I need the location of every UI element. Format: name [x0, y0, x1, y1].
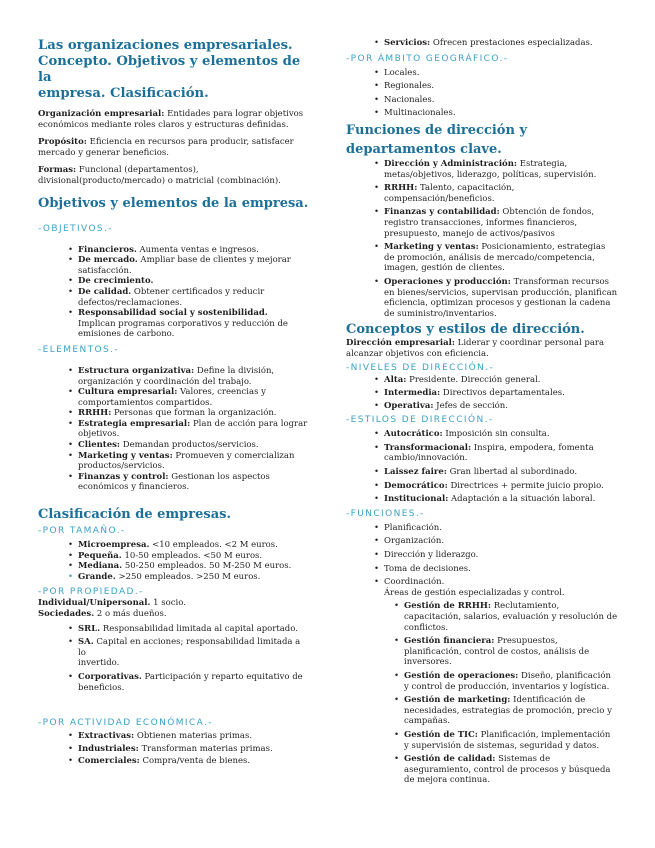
tamano-list: [78, 540, 310, 582]
list-item: • Cultura empresarial: Valores, creencias y comportamientos compartidos.: [78, 387, 310, 408]
funciones-heading-line-1: Funciones de dirección y: [346, 122, 528, 138]
list-item: • Regionales.: [384, 81, 618, 92]
org-def: Organización empresarial: Entidades para lograr objetivos económicos mediante roles claros y estructuras definidas.: [38, 109, 304, 130]
list-item: • Alta: Presidente. Dirección general.: [384, 375, 618, 386]
list-item: • Intermedia: Directivos departamentales.: [384, 388, 618, 399]
list-item: • Extractivas: Obtienen materias primas.: [78, 731, 310, 742]
funciones2-list: [384, 523, 618, 786]
list-item: • Nacionales.: [384, 95, 618, 106]
list-item: • Gestión de TIC: Planificación, implementación y supervisión de sistemas, seguridad y datos.: [404, 730, 618, 751]
list-item: • Gestión financiera: Presupuestos, planificación, control de costos, análisis de inversores.: [404, 636, 618, 668]
servicios-list: [384, 38, 618, 49]
conceptos-heading: Conceptos y estilos de dirección.: [346, 322, 585, 338]
formas: Formas: Funcional (departamentos), divisional(producto/mercado) o matricial (combinación).: [38, 165, 281, 186]
list-item: • Pequeña. 10-50 empleados. <50 M euros.: [78, 551, 310, 562]
estilos-label: -ESTILOS DE DIRECCIÓN.-: [346, 415, 494, 426]
sociedades-list: [78, 624, 310, 694]
list-item: • SRL. Responsabilidad limitada al capital aportado.: [78, 624, 310, 635]
list-item: • Organización.: [384, 536, 618, 547]
list-item: • Finanzas y contabilidad: Obtención de fondos, registro transacciones, informes financieros, presupuesto, manejo de activos/pasivos: [384, 207, 618, 239]
list-item: • Operaciones y producción: Transforman recursos en bienes/servicios, supervisan producción, planifican eficiencia, optimizan procesos y gestionan la cadena de suministro/inventarios.: [384, 277, 618, 319]
list-item: • Grande. >250 empleados. >250 M euros.: [78, 572, 310, 583]
list-item: • Laissez faire: Gran libertad al subordinado.: [384, 467, 618, 478]
elementos-list: [78, 366, 310, 493]
tamano-label: -POR TAMAÑO.-: [38, 526, 126, 537]
list-item: • Comerciales: Compra/venta de bienes.: [78, 756, 310, 767]
left-column: [38, 0, 310, 767]
list-item: • Gestión de RRHH: Reclutamiento, capacitación, salarios, evaluación y resolución de conflictos.: [404, 601, 618, 633]
list-item: • Responsabilidad social y sostenibilidad. Implican programas corporativos y reducción de emisiones de carbono.: [78, 308, 310, 340]
areas-list: [404, 601, 618, 786]
list-item: • Locales.: [384, 68, 618, 79]
list-item: • Planificación.: [384, 523, 618, 534]
list-item: • De mercado. Ampliar base de clientes y mejorar satisfacción.: [78, 255, 310, 276]
list-item: • Corporativas. Participación y reparto equitativo de beneficios.: [78, 672, 310, 693]
list-item: • Transformacional: Inspira, empodera, fomenta cambio/innovación.: [384, 443, 618, 464]
list-item: • RRHH: Talento, capacitación, compensación/beneficios.: [384, 183, 618, 204]
list-item: • Estrategia empresarial: Plan de acción para lograr objetivos.: [78, 419, 310, 440]
list-item: • De crecimiento.: [78, 276, 310, 287]
list-item: • Marketing y ventas: Promueven y comercializan productos/servicios.: [78, 451, 310, 472]
list-item: • Microempresa. <10 empleados. <2 M euros.: [78, 540, 310, 551]
main-title-line-2: Concepto. Objetivos y elementos de la: [38, 54, 301, 85]
propiedad-label: -POR PROPIEDAD.-: [38, 587, 144, 598]
sociedades: Sociedades. 2 o más dueños.: [38, 609, 167, 619]
list-item: • Gestión de marketing: Identificación de necesidades, estrategias de promoción, precio y campañas.: [404, 695, 618, 727]
actividad-list: [78, 731, 310, 767]
objetivos-list: [78, 245, 310, 340]
list-item: • Democrático: Directrices + permite juicio propio.: [384, 481, 618, 492]
proposito: Propósito: Eficiencia en recursos para producir, satisfacer mercado y generar beneficios.: [38, 137, 294, 158]
funciones-heading-line-2: departamentos clave.: [346, 141, 502, 157]
direccion-def: Dirección empresarial: Liderar y coordinar personal para alcanzar objetivos con eficiencia.: [346, 338, 605, 359]
list-item: • Dirección y liderazgo.: [384, 550, 618, 561]
list-item: • Marketing y ventas: Posicionamiento, estrategias de promoción, análisis de mercado/competencia, imagen, gestión de clientes.: [384, 242, 618, 274]
funciones2-label: -FUNCIONES.-: [346, 508, 425, 519]
niveles-label: -NIVELES DE DIRECCIÓN.-: [346, 363, 495, 374]
actividad-label: -POR ACTIVIDAD ECONÓMICA.-: [38, 718, 213, 729]
list-item: • Financieros. Aumenta ventas e ingresos.: [78, 245, 310, 256]
elementos-label: -ELEMENTOS.-: [38, 344, 120, 355]
right-column: [346, 0, 618, 786]
main-title-line-3: empresa. Clasificación.: [38, 86, 209, 101]
objetivos-elementos-heading: Objetivos y elementos de la empresa.: [38, 195, 309, 211]
list-item: • Coordinación. Áreas de gestión especializadas y control. • Gestión de RRHH: Reclutamiento, capacitación, salarios, evaluación y resolución de conflictos. • Gestión financiera: Presupuestos, planificación, control de costos, análisis de inversores. • Gestión de operaciones: Diseño, planificación y control de producción, inventarios y logística. • Gestión de marketing: Identificación de necesidades, estrategias de promoción, precio y campañas. • Gestión de TIC: Planificación, implementación y supervisión de sistemas, seguridad y datos. • Gestión de calidad: Sistemas de aseguramiento, control de procesos y búsqueda de mejora continua.: [384, 577, 618, 786]
list-item: • Gestión de operaciones: Diseño, planificación y control de producción, inventarios y logística.: [404, 671, 618, 692]
list-item: • Toma de decisiones.: [384, 564, 618, 575]
list-item: • Estructura organizativa: Define la división, organización y coordinación del trabajo.: [78, 366, 310, 387]
list-item: • Industriales: Transforman materias primas.: [78, 744, 310, 755]
list-item: • Operativa: Jefes de sección.: [384, 401, 618, 412]
list-item: • Clientes: Demandan productos/servicios.: [78, 440, 310, 451]
estilos-list: [384, 429, 618, 505]
list-item: • Finanzas y control: Gestionan los aspectos económicos y financieros.: [78, 472, 310, 493]
list-item: • Institucional: Adaptación a la situación laboral.: [384, 494, 618, 505]
list-item: • Servicios: Ofrecen prestaciones especializadas.: [384, 38, 618, 49]
list-item: • Gestión de calidad: Sistemas de aseguramiento, control de procesos y búsqueda de mejora continua.: [404, 754, 618, 786]
main-title-line-1: Las organizaciones empresariales.: [38, 38, 293, 53]
list-item: • Multinacionales.: [384, 108, 618, 119]
funciones-list: [384, 159, 618, 319]
list-item: • Dirección y Administración: Estrategia, metas/objetivos, liderazgo, políticas, supervisión.: [384, 159, 618, 180]
list-item: • SA. Capital en acciones; responsabilidad limitada a lo invertido.: [78, 637, 310, 669]
individual: Individual/Unipersonal. 1 socio.: [38, 598, 186, 609]
objetivos-label: -OBJETIVOS.-: [38, 223, 113, 234]
list-item: • Mediana. 50-250 empleados. 50 M-250 M euros.: [78, 561, 310, 572]
list-item: • De calidad. Obtener certificados y reducir defectos/reclamaciones.: [78, 287, 310, 308]
list-item: • RRHH: Personas que forman la organización.: [78, 408, 310, 419]
ambito-list: [384, 68, 618, 119]
list-item: • Autocrático: Imposición sin consulta.: [384, 429, 618, 440]
ambito-label: -POR ÁMBITO GEOGRÁFICO.-: [346, 53, 509, 64]
clasificacion-heading: Clasificación de empresas.: [38, 507, 231, 523]
niveles-list: [384, 375, 618, 411]
